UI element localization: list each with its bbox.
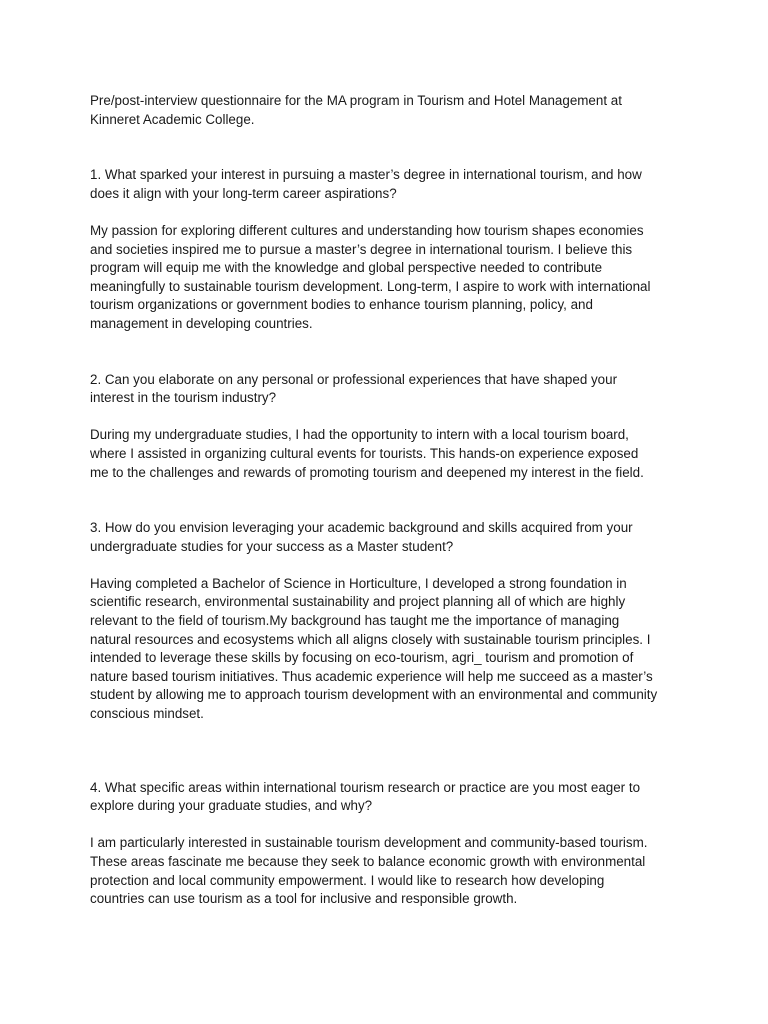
qa-item-4: [90, 779, 690, 909]
answer-1: [90, 222, 690, 334]
answer-line: During my undergraduate studies, I had the opportunity to intern with a local tourism board,: [90, 427, 629, 443]
title-line: Pre/post-interview questionnaire for the MA program in Tourism and Hotel Management at: [90, 93, 622, 108]
answer-line: relevant to the field of tourism.My background has taught me the importance of managing: [90, 613, 620, 629]
answer-line: Having completed a Bachelor of Science in Horticulture, I developed a strong foundation in: [90, 575, 627, 591]
answer-line: where I assisted in organizing cultural events for tourists. This hands-on experience exposed: [90, 445, 639, 461]
paragraph-spacer: [90, 482, 690, 519]
question-3: [90, 519, 690, 556]
question-line: 2. Can you elaborate on any personal or professional experiences that have shaped your: [90, 371, 618, 387]
paragraph-spacer: [90, 724, 690, 779]
document-title: [90, 92, 690, 129]
question-line: does it align with your long-term career aspirations?: [90, 185, 397, 201]
question-2: [90, 371, 690, 408]
question-1: [90, 166, 690, 203]
answer-line: conscious mindset.: [90, 706, 204, 722]
answer-line: countries can use tourism as a tool for inclusive and responsible growth.: [90, 891, 518, 907]
answer-3: [90, 575, 690, 724]
question-4: [90, 779, 690, 816]
answer-line: These areas fascinate me because they seek to balance economic growth with environmental: [90, 854, 646, 869]
qa-item-3: [90, 519, 690, 724]
question-line: explore during your graduate studies, and why?: [90, 798, 373, 814]
question-line: 1. What sparked your interest in pursuing a master’s degree in international tourism, and how: [90, 167, 642, 183]
answer-line: program will equip me with the knowledge and global perspective needed to contribute: [90, 260, 603, 276]
answer-4: [90, 834, 690, 908]
question-line: undergraduate studies for your success as a Master student?: [90, 538, 454, 554]
paragraph-spacer: [90, 334, 690, 371]
document-page: [90, 92, 690, 909]
answer-line: scientific research, environmental sustainability and project planning all of which are highly: [90, 594, 626, 610]
title-line: Kinneret Academic College.: [90, 111, 255, 127]
answer-line: management in developing countries.: [90, 315, 313, 331]
answer-line: me to the challenges and rewards of promoting tourism and deepened my interest in the field.: [90, 464, 644, 480]
answer-line: My passion for exploring different cultures and understanding how tourism shapes economies: [90, 222, 644, 238]
answer-2: [90, 426, 690, 482]
answer-line: protection and local community empowerment. I would like to research how developing: [90, 872, 605, 888]
question-line: 3. How do you envision leveraging your academic background and skills acquired from your: [90, 520, 633, 536]
answer-line: I am particularly interested in sustainable tourism development and community-based tourism.: [90, 835, 648, 851]
answer-line: student by allowing me to approach tourism development with an environmental and community: [90, 687, 658, 703]
qa-item-1: [90, 166, 690, 333]
answer-line: nature based tourism initiatives. Thus academic experience will help me succeed as a master’s: [90, 668, 653, 684]
qa-item-2: [90, 371, 690, 483]
answer-line: tourism organizations or government bodies to enhance tourism planning, policy, and: [90, 297, 593, 313]
answer-line: intended to leverage these skills by focusing on eco-tourism, agri_ tourism and promotion of: [90, 650, 634, 666]
answer-line: natural resources and ecosystems which all aligns closely with sustainable tourism principles. I: [90, 631, 651, 647]
question-line: interest in the tourism industry?: [90, 390, 277, 406]
answer-line: and societies inspired me to pursue a master’s degree in international tourism. I believe this: [90, 241, 633, 257]
answer-line: meaningfully to sustainable tourism development. Long-term, I aspire to work with international: [90, 278, 651, 294]
question-line: 4. What specific areas within international tourism research or practice are you most eager to: [90, 779, 641, 795]
